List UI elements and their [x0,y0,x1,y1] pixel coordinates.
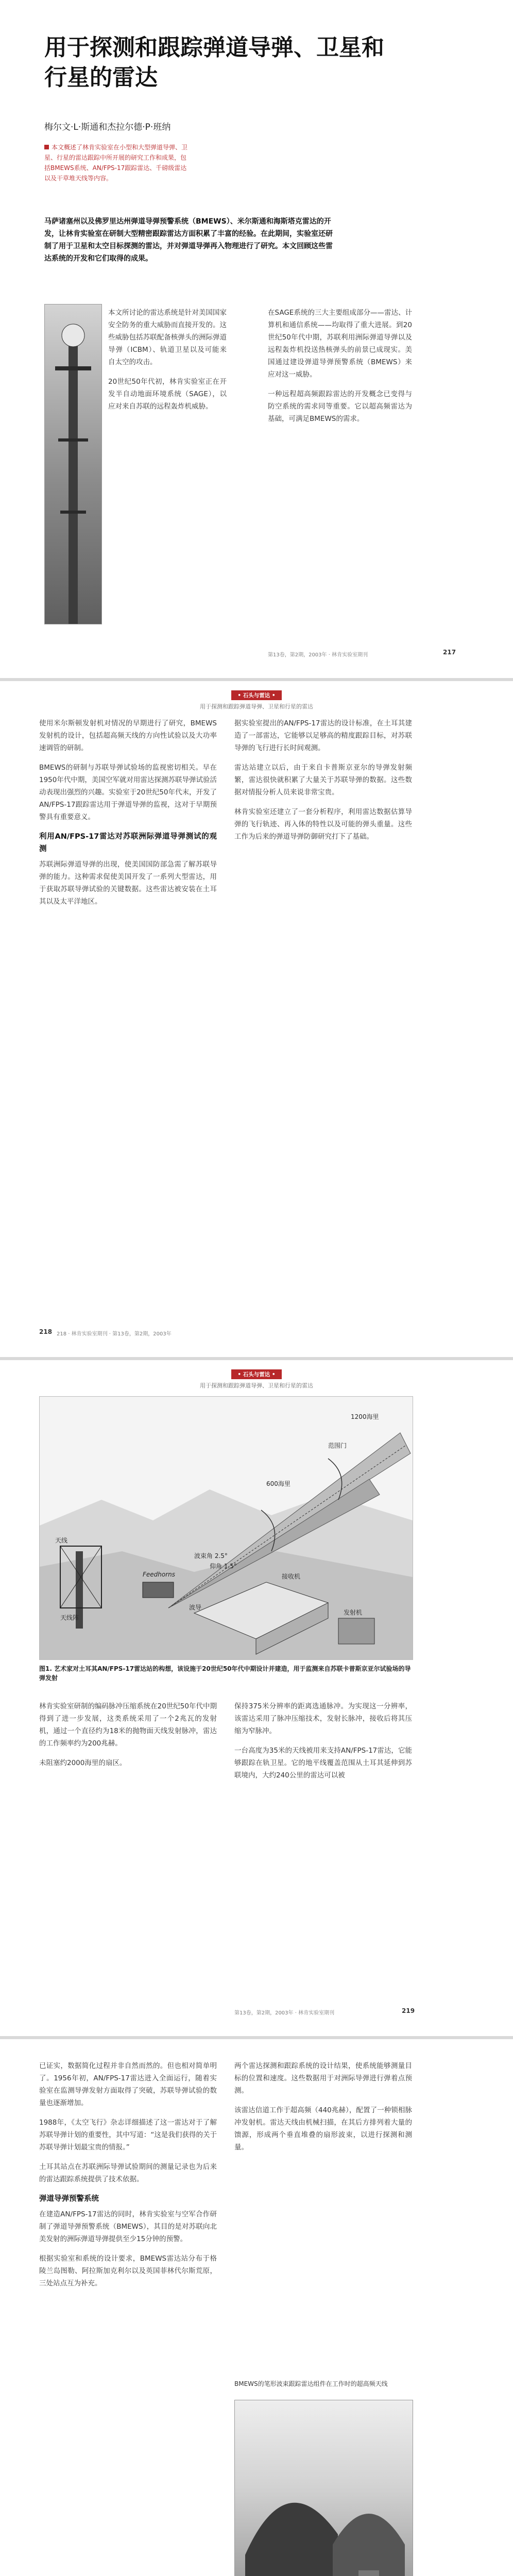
label-transmitter: 发射机 [344,1609,363,1616]
label-range-gate: 范围门 [328,1442,347,1449]
label-array: 天线阵 [60,1614,79,1621]
label-feedhorns: Feedhorns [143,1571,176,1578]
label-antenna: 天线 [55,1537,68,1544]
paragraph: 雷达站建立以后，由于来自卡普斯京亚尔的导弹发射频繁，雷达很快就积累了大量关于苏联导弹的数据。这些数据对情报分析人员来说非常宝贵。 [234,764,412,796]
page-footer: 218 · 林肯实验室期刊 · 第13卷，第2期，2003年 [57,1331,172,1337]
paragraph: BMEWS的研制与苏联导弹试验场的监视密切相关。早在1950年代中期，美国空军就对用雷达探测苏联导弹试验活动表现出强烈的兴趣。实验室于20世纪50年代末，开发了AN/FPS-17跟踪雷达用于弹道导弹的监视，这对于早期预警具有重要意义。 [39,764,217,821]
paragraph: 一种远程超高频跟踪雷达的开发概念已变得与防空系统的需求同等重要。它以超高频雷达为基础，可满足BMEWS的需求。 [268,390,412,423]
page-1 [0,0,513,678]
author-line: 梅尔文·L·斯通和杰拉尔德·P·班纳 [44,122,171,132]
column-left [39,2060,217,2576]
section-tag: • 石头与雷达 • [231,1369,281,1379]
column-right [234,2060,412,2369]
section-heading: 利用AN/FPS-17雷达对苏联洲际弹道导弹测试的观测 [39,833,217,853]
page-4 [0,2039,513,2576]
bmews-photo [234,2400,413,2576]
section-tag: • 石头与雷达 • [231,690,281,700]
running-subtitle: 用于探测和跟踪弹道导弹、卫星和行星的雷达 [200,703,313,710]
paragraph: 已证实，数据简化过程并非自然而然的。但也相对简单明了。1956年初，AN/FPS-17雷达进入全面运行，随着实验室在监测导弹发射方面取得了突破，苏联导弹试验的数量也逐渐增加。 [39,2062,217,2107]
paragraph: 苏联洲际弹道导弹的出现，使美国国防部急需了解苏联导弹的能力。这种需求促使美国开发了一系列大型雷达，用于获取苏联导弹试验的关键数据。这些雷达被安装在土耳其以及太平洋地区。 [39,860,217,906]
radar-photo-left [44,304,102,624]
radar-site-illustration [40,1397,413,1659]
page-3 [0,1360,513,2036]
running-header [0,1368,513,1389]
paragraph: 1988年，《太空飞行》杂志详细描述了这一雷达对于了解苏联导弹计划的重要性，其中写道：“这是我们获得的关于苏联导弹计划最宝贵的情报。” [39,2119,217,2151]
paragraph: 该雷达信道工作于超高频（440兆赫），配置了一种锁相脉冲发射机。雷达天线由机械扫描，在其后方排列着大量的馈源，形成两个垂直堆叠的扇形波束，以进行探测和测量。 [234,2106,412,2151]
paragraph: 在建造AN/FPS-17雷达的同时，林肯实验室与空军合作研制了弹道导弹预警系统（BMEWS），其目的是对苏联向北美发射的洲际弹道导弹提供至少15分钟的预警。 [39,2210,217,2243]
lead-paragraph: 马萨诸塞州以及佛罗里达州弹道导弹预警系统（BMEWS）、米尔斯通和海斯塔克雷达的开发，让林肯实验室在研制大型精密跟踪雷达方面积累了丰富的经验。在此期间，实验室还研制了用于卫星和太空目标探测的雷达，并对弹道导弹再入物理进行了研究。本文回顾这些雷达系统的开发和它们取得的成果。 [44,217,333,263]
label-beam-angle: 波束角 2.5° [194,1552,228,1560]
paragraph: 林肯实验室研制的编码脉冲压缩系统在20世纪50年代中期得到了进一步发展，这类系统采用了一个2兆瓦的发射机，通过一个直径约为18米的抛物面天线发射脉冲，雷达的工作频率约为200兆赫。 [39,1702,217,1748]
column-right [234,717,412,1320]
label-receiver: 接收机 [282,1573,301,1580]
antenna-mast-icon [45,304,101,624]
paragraph: 两个雷达探测和跟踪系统的设计结果，使系统能够测量目标的位置和速度。这些数据用于对洲际导弹进行弹着点预测。 [234,2062,412,2095]
page-number: 218 [39,1328,53,1335]
figure-1-caption: 图1. 艺术家对土耳其AN/FPS-17雷达站的构想，该设施于20世纪50年代中期设计并建造，用于监测来自苏联卡普斯京亚尔试验场的导弹发射 [39,1665,411,1682]
running-header [0,689,513,710]
photo-note: BMEWS的笔形波束跟踪雷达组件在工作时的超高频天线 [234,2380,388,2387]
paragraph: 本文所讨论的雷达系统是针对美国国家安全防务的重大威胁而直接开发的。这些威胁包括苏联配备核弹头的洲际弹道导弹（ICBM）、轨道卫星以及可能来自太空的攻击。 [108,309,227,366]
bmews-antenna-icon [235,2400,413,2576]
paragraph: 使用米尔斯顿发射机对情况的早期进行了研究，BMEWS发射机的设计，包括超高频天线的方向性试验以及大功率速调管的研制。 [39,719,217,752]
figure-1 [39,1396,413,1660]
column-left [39,1700,217,1999]
page-footer: 第13卷，第2期，2003年 · 林肯实验室期刊 [234,2010,335,2016]
editor-note-text: 本文概述了林肯实验室在小型和大型弹道导弹、卫星、行星的雷达跟踪中所开展的研究工作和成果，包括BMEWS系统、AN/FPS-17跟踪雷达、千磅级雷达以及干草堆天线等内容。 [44,144,188,182]
page-2 [0,681,513,1357]
running-subtitle: 用于探测和跟踪弹道导弹、卫星和行星的雷达 [200,1382,313,1389]
label-1200nmi: 1200海里 [351,1413,379,1420]
editor-note [44,142,189,183]
column-left [108,307,227,574]
label-600nmi: 600海里 [266,1480,290,1487]
paragraph: 土耳其站点在苏联洲际导弹试验期间的测量记录也为后来的雷达跟踪系统提供了技术依据。 [39,2163,217,2183]
paragraph: 20世纪50年代初，林肯实验室正在开发半自动地面环境系统（SAGE），以应对来自苏联的远程轰炸机威胁。 [108,378,227,411]
paragraph: 未阻塞约2000海里的扇区。 [39,1759,127,1767]
note-marker-icon [44,145,49,149]
paragraph: 一台高度为35米的天线被用来支持AN/FPS-17雷达，它能够跟踪在轨卫星。它的地平线覆盖范围从土耳其延伸到苏联境内，大约240公里的雷达可以被 [234,1747,412,1780]
page-number: 219 [402,2007,415,2014]
page-number: 217 [443,649,456,656]
paragraph: 据实验室提出的AN/FPS-17雷达的设计标准，在土耳其建造了一部雷达，它能够以足够高的精度跟踪目标，对苏联导弹的飞行进行长时间观测。 [234,719,412,752]
column-right [234,1700,412,1999]
section-heading: 弹道导弹预警系统 [39,2195,99,2203]
column-left [39,717,217,1320]
page-footer: 第13卷，第2期，2003年 · 林肯实验室期刊 [268,652,368,658]
label-waveguide: 波导 [189,1604,202,1611]
column-right [268,307,412,616]
label-elevation: 仰角 1.5° [210,1563,237,1570]
paragraph: 林肯实验室还建立了一套分析程序，利用雷达数据估算导弹的飞行轨迹、再入体的特性以及可能的弹头重量。这些工作为后来的弹道导弹防御研究打下了基础。 [234,808,412,841]
paragraph: 保持375米分辨率的距离选通脉冲。为实现这一分辨率，该雷达采用了脉冲压缩技术，发射长脉冲，接收后将其压缩为窄脉冲。 [234,1702,412,1735]
paragraph: 在SAGE系统的三大主要组成部分——雷达、计算机和通信系统——均取得了重大进展。到20世纪50年代中期，苏联利用洲际弹道导弹以及远程轰炸机投送热核弹头的前景已成现实。美国通过建设弹道导弹预警系统（BMEWS）来应对这一威胁。 [268,309,412,379]
paragraph: 根据实验室和系统的设计要求，BMEWS雷达站分布于格陵兰岛图勒、阿拉斯加克利尔以及英国菲林代尔斯荒原，三处站点互为补充。 [39,2255,217,2287]
article-title: 用于探测和跟踪弹道导弹、卫星和行星的雷达 [44,35,384,91]
